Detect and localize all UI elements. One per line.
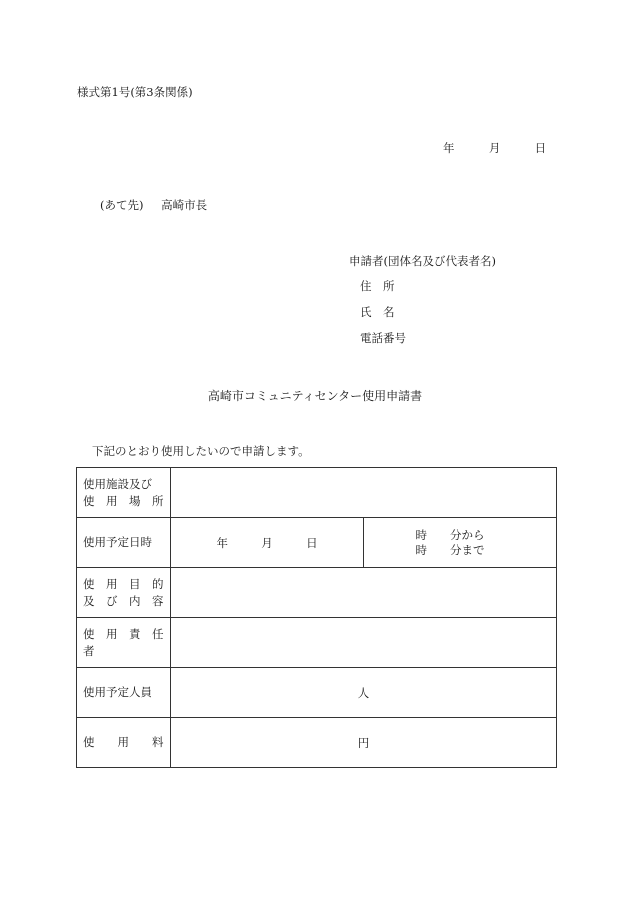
recipient-prefix: (あて先) [100,198,144,212]
manager-label: 使 用 責 任 者 [77,618,171,668]
fee-label: 使 用 料 [77,718,171,768]
applicant-phone-label: 電話番号 [360,331,406,345]
schedule-time-from: 時 分から [415,527,485,542]
table-row-people [77,668,557,718]
date-month: 月 [488,141,501,155]
date-year: 年 [443,141,455,155]
schedule-year: 年 [216,535,228,550]
applicant-name-label: 氏 名 [360,305,395,319]
application-table [76,467,557,768]
fee-field[interactable] [171,718,557,768]
date-line [443,143,546,155]
schedule-day: 日 [306,535,318,550]
table-row-manager [77,618,557,668]
table-row-fee [77,718,557,768]
schedule-time-field[interactable] [364,518,557,568]
people-field[interactable] [171,668,557,718]
schedule-label: 使用予定日時 [77,518,171,568]
intro-text: 下記のとおり使用したいので申請します。 [92,444,310,458]
purpose-label-line-1: 使 用 目 的 [83,576,164,591]
people-unit: 人 [357,685,370,700]
table-row-facility [77,468,557,518]
facility-label-line-2: 使 用 場 所 [83,493,164,508]
manager-field[interactable] [171,618,557,668]
purpose-label [77,568,171,618]
schedule-date-field[interactable] [171,518,364,568]
purpose-field[interactable] [171,568,557,618]
people-label: 使用予定人員 [77,668,171,718]
schedule-time-to: 時 分まで [415,542,485,557]
fee-unit: 円 [357,735,370,750]
recipient [100,200,207,212]
schedule-month: 月 [261,535,273,550]
facility-field[interactable] [171,468,557,518]
date-day: 日 [534,141,547,155]
applicant-address-label: 住 所 [360,279,395,293]
document-title: 高崎市コミュニティセンター使用申請書 [207,389,423,403]
table-row-purpose [77,568,557,618]
purpose-label-line-2: 及 び 内 容 [83,593,164,608]
form-number: 様式第1号(第3条関係) [77,85,193,99]
facility-label [77,468,171,518]
recipient-name: 高崎市長 [161,198,208,212]
table-row-schedule [77,518,557,568]
applicant-heading: 申請者(団体名及び代表者名) [349,254,496,268]
facility-label-line-1: 使用施設及び [83,476,152,491]
